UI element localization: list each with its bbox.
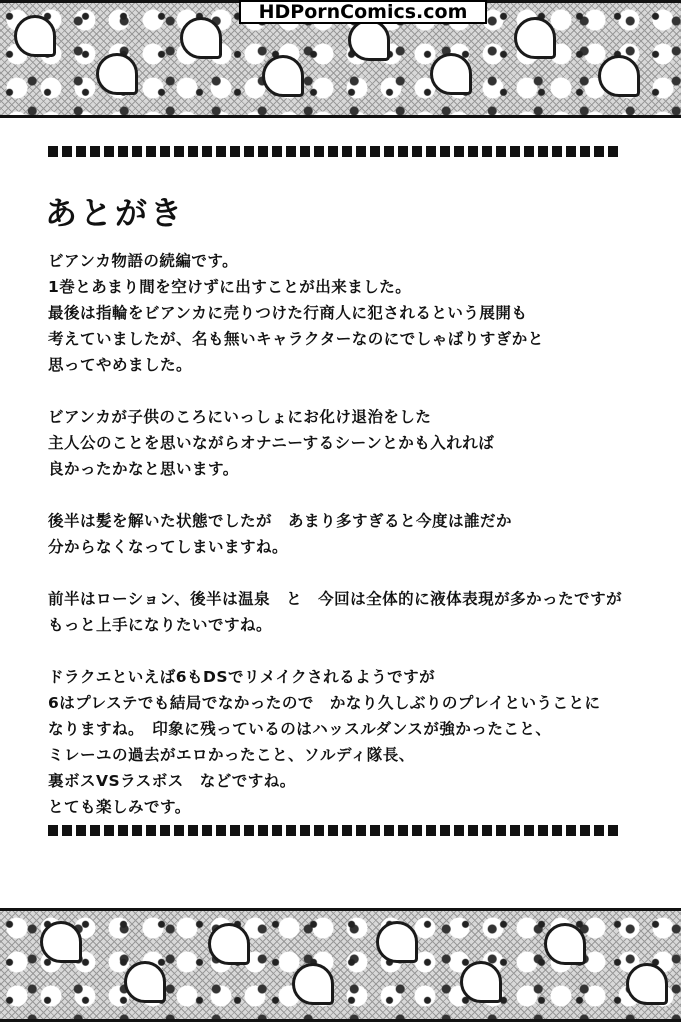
ornament-motif (626, 963, 668, 1005)
ornament-motif (598, 55, 640, 97)
paragraph (48, 404, 648, 482)
ornament-motif (262, 55, 304, 97)
text-line: もっと上手になりたいですね。 (48, 616, 273, 634)
text-line: 後半は髪を解いた状態でしたが あまり多すぎると今度は誰だか (48, 512, 513, 530)
afterword-body (48, 248, 648, 846)
ornament-motif (292, 963, 334, 1005)
bottom-ornamental-border (0, 908, 681, 1022)
page-title: あとがき (45, 194, 186, 232)
text-line: 分からなくなってしまいますね。 (48, 538, 289, 556)
text-line: 裏ボスVSラスボス などですね。 (48, 772, 296, 790)
text-line: 思ってやめました。 (48, 356, 193, 374)
text-line: 1巻とあまり間を空けずに出すことが出来ました。 (48, 278, 412, 296)
ornament-motif (96, 53, 138, 95)
ornament-motif (430, 53, 472, 95)
ornament-motif (460, 961, 502, 1003)
paragraph (48, 508, 648, 560)
text-line: 主人公のことを思いながらオナニーするシーンとかも入れれば (48, 434, 495, 452)
text-line: ミレーユの過去がエロかったこと、ソルディ隊長、 (48, 746, 415, 764)
top-divider (48, 146, 620, 157)
text-line: 良かったかなと思います。 (48, 460, 239, 478)
text-line: 最後は指輪をビアンカに売りつけた行商人に犯されるという展開も (48, 304, 528, 322)
text-line: ビアンカ物語の続編です。 (48, 252, 239, 270)
text-line: ビアンカが子供のころにいっしょにお化け退治をした (48, 408, 432, 426)
text-line: 6はプレステでも結局でなかったので かなり久しぶりのプレイということに (48, 694, 601, 712)
ornament-motif (208, 923, 250, 965)
ornament-motif (376, 921, 418, 963)
text-line: なりますね。 印象に残っているのはハッスルダンスが強かったこと、 (48, 720, 552, 738)
ornament-motif (180, 17, 222, 59)
paragraph (48, 664, 648, 820)
ornament-motif (348, 19, 390, 61)
text-line: とても楽しみです。 (48, 798, 191, 816)
paragraph (48, 586, 648, 638)
text-line: 考えていましたが、名も無いキャラクターなのにでしゃばりすぎかと (48, 330, 544, 348)
ornament-motif (514, 17, 556, 59)
ornament-motif (124, 961, 166, 1003)
text-line: 前半はローション、後半は温泉 と 今回は全体的に液体表現が多かったですが (48, 590, 623, 608)
ornament-motif (14, 15, 56, 57)
ornament-motif (40, 921, 82, 963)
ornament-motif (544, 923, 586, 965)
bottom-divider (48, 825, 620, 836)
paragraph (48, 248, 648, 378)
text-line: ドラクエといえば6もDSでリメイクされるようですが (48, 668, 436, 686)
watermark: HDPornComics.com (239, 0, 487, 24)
